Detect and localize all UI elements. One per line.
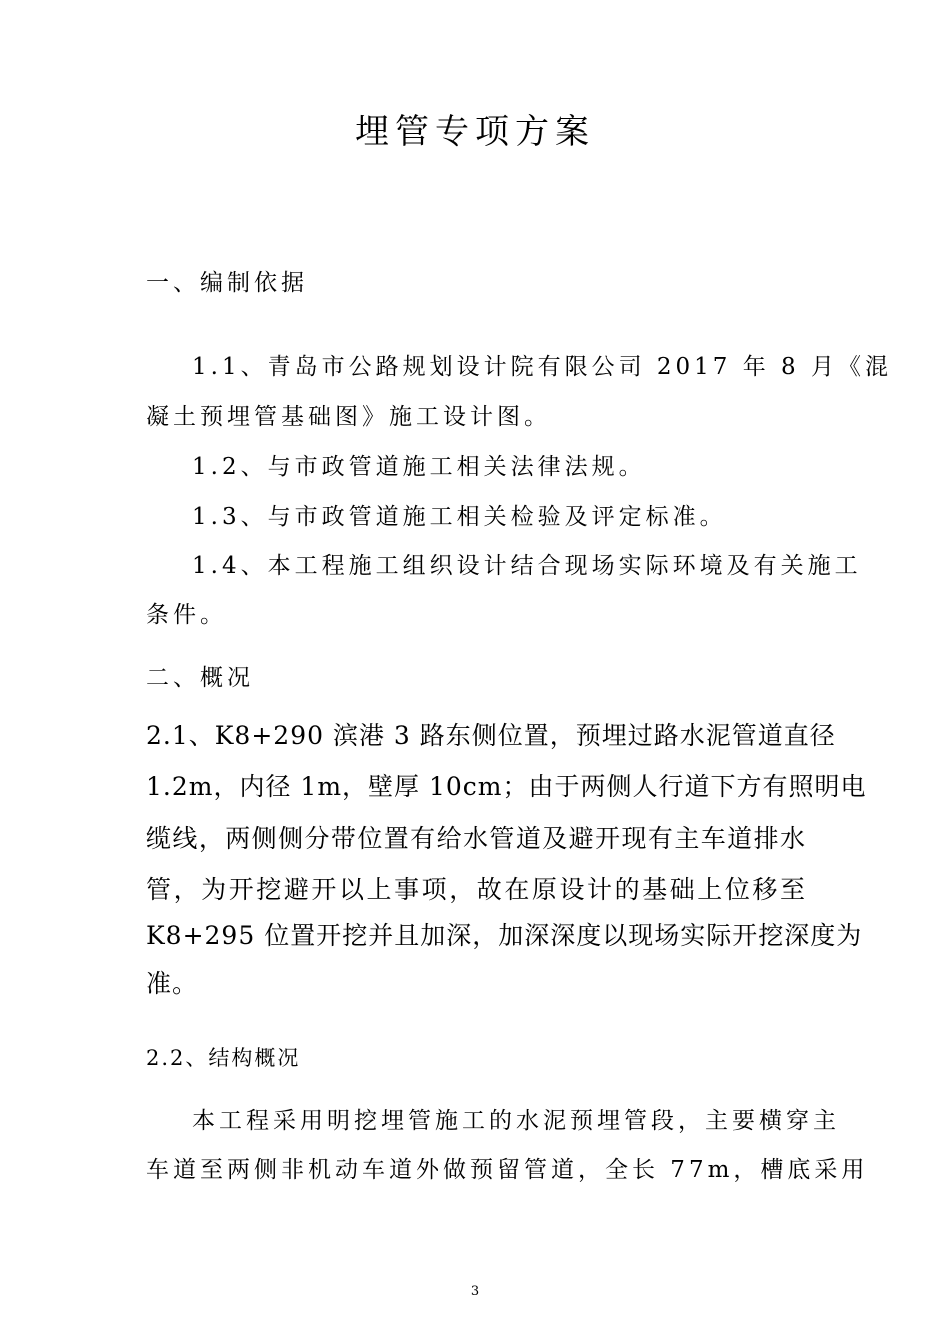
basis-item-1-1-line-2: 凝土预埋管基础图》施工设计图。: [146, 404, 551, 430]
page-number: 3: [470, 1284, 480, 1299]
overview-2-1-line-3: 缆线，两侧侧分带位置有给水管道及避开现有主车道排水: [146, 824, 806, 853]
document-title: 埋管专项方案: [355, 112, 595, 152]
overview-2-1-line-6: 准。: [146, 969, 199, 998]
overview-2-1-line-5: K8+295 位置开挖并且加深，加深深度以现场实际开挖深度为: [146, 921, 863, 950]
overview-2-1-line-4: 管，为开挖避开以上事项，故在原设计的基础上位移至: [146, 875, 806, 904]
structure-overview-heading: 2.2、结构概况: [146, 1046, 301, 1070]
basis-item-1-3: 1.3、与市政管道施工相关检验及评定标准。: [192, 504, 727, 530]
overview-2-1-line-1: 2.1、K8+290 滨港 3 路东侧位置，预埋过路水泥管道直径: [146, 721, 836, 750]
section-heading-basis: 一、编制依据: [146, 270, 308, 296]
section-heading-overview: 二、概况: [146, 665, 254, 691]
overview-2-1-line-2: 1.2m，内径 1m，壁厚 10cm；由于两侧人行道下方有照明电: [146, 772, 867, 801]
structure-overview-line-2: 车道至两侧非机动车道外做预留管道，全长 77m，槽底采用: [146, 1157, 869, 1183]
basis-item-1-1-line-1: 1.1、青岛市公路规划设计院有限公司 2017 年 8 月《混: [192, 354, 892, 380]
structure-overview-line-1: 本工程采用明挖埋管施工的水泥预埋管段，主要横穿主: [192, 1108, 840, 1134]
basis-item-1-2: 1.2、与市政管道施工相关法律法规。: [192, 454, 646, 480]
basis-item-1-4-line-2: 条件。: [146, 602, 227, 628]
basis-item-1-4-line-1: 1.4、本工程施工组织设计结合现场实际环境及有关施工: [192, 553, 862, 579]
